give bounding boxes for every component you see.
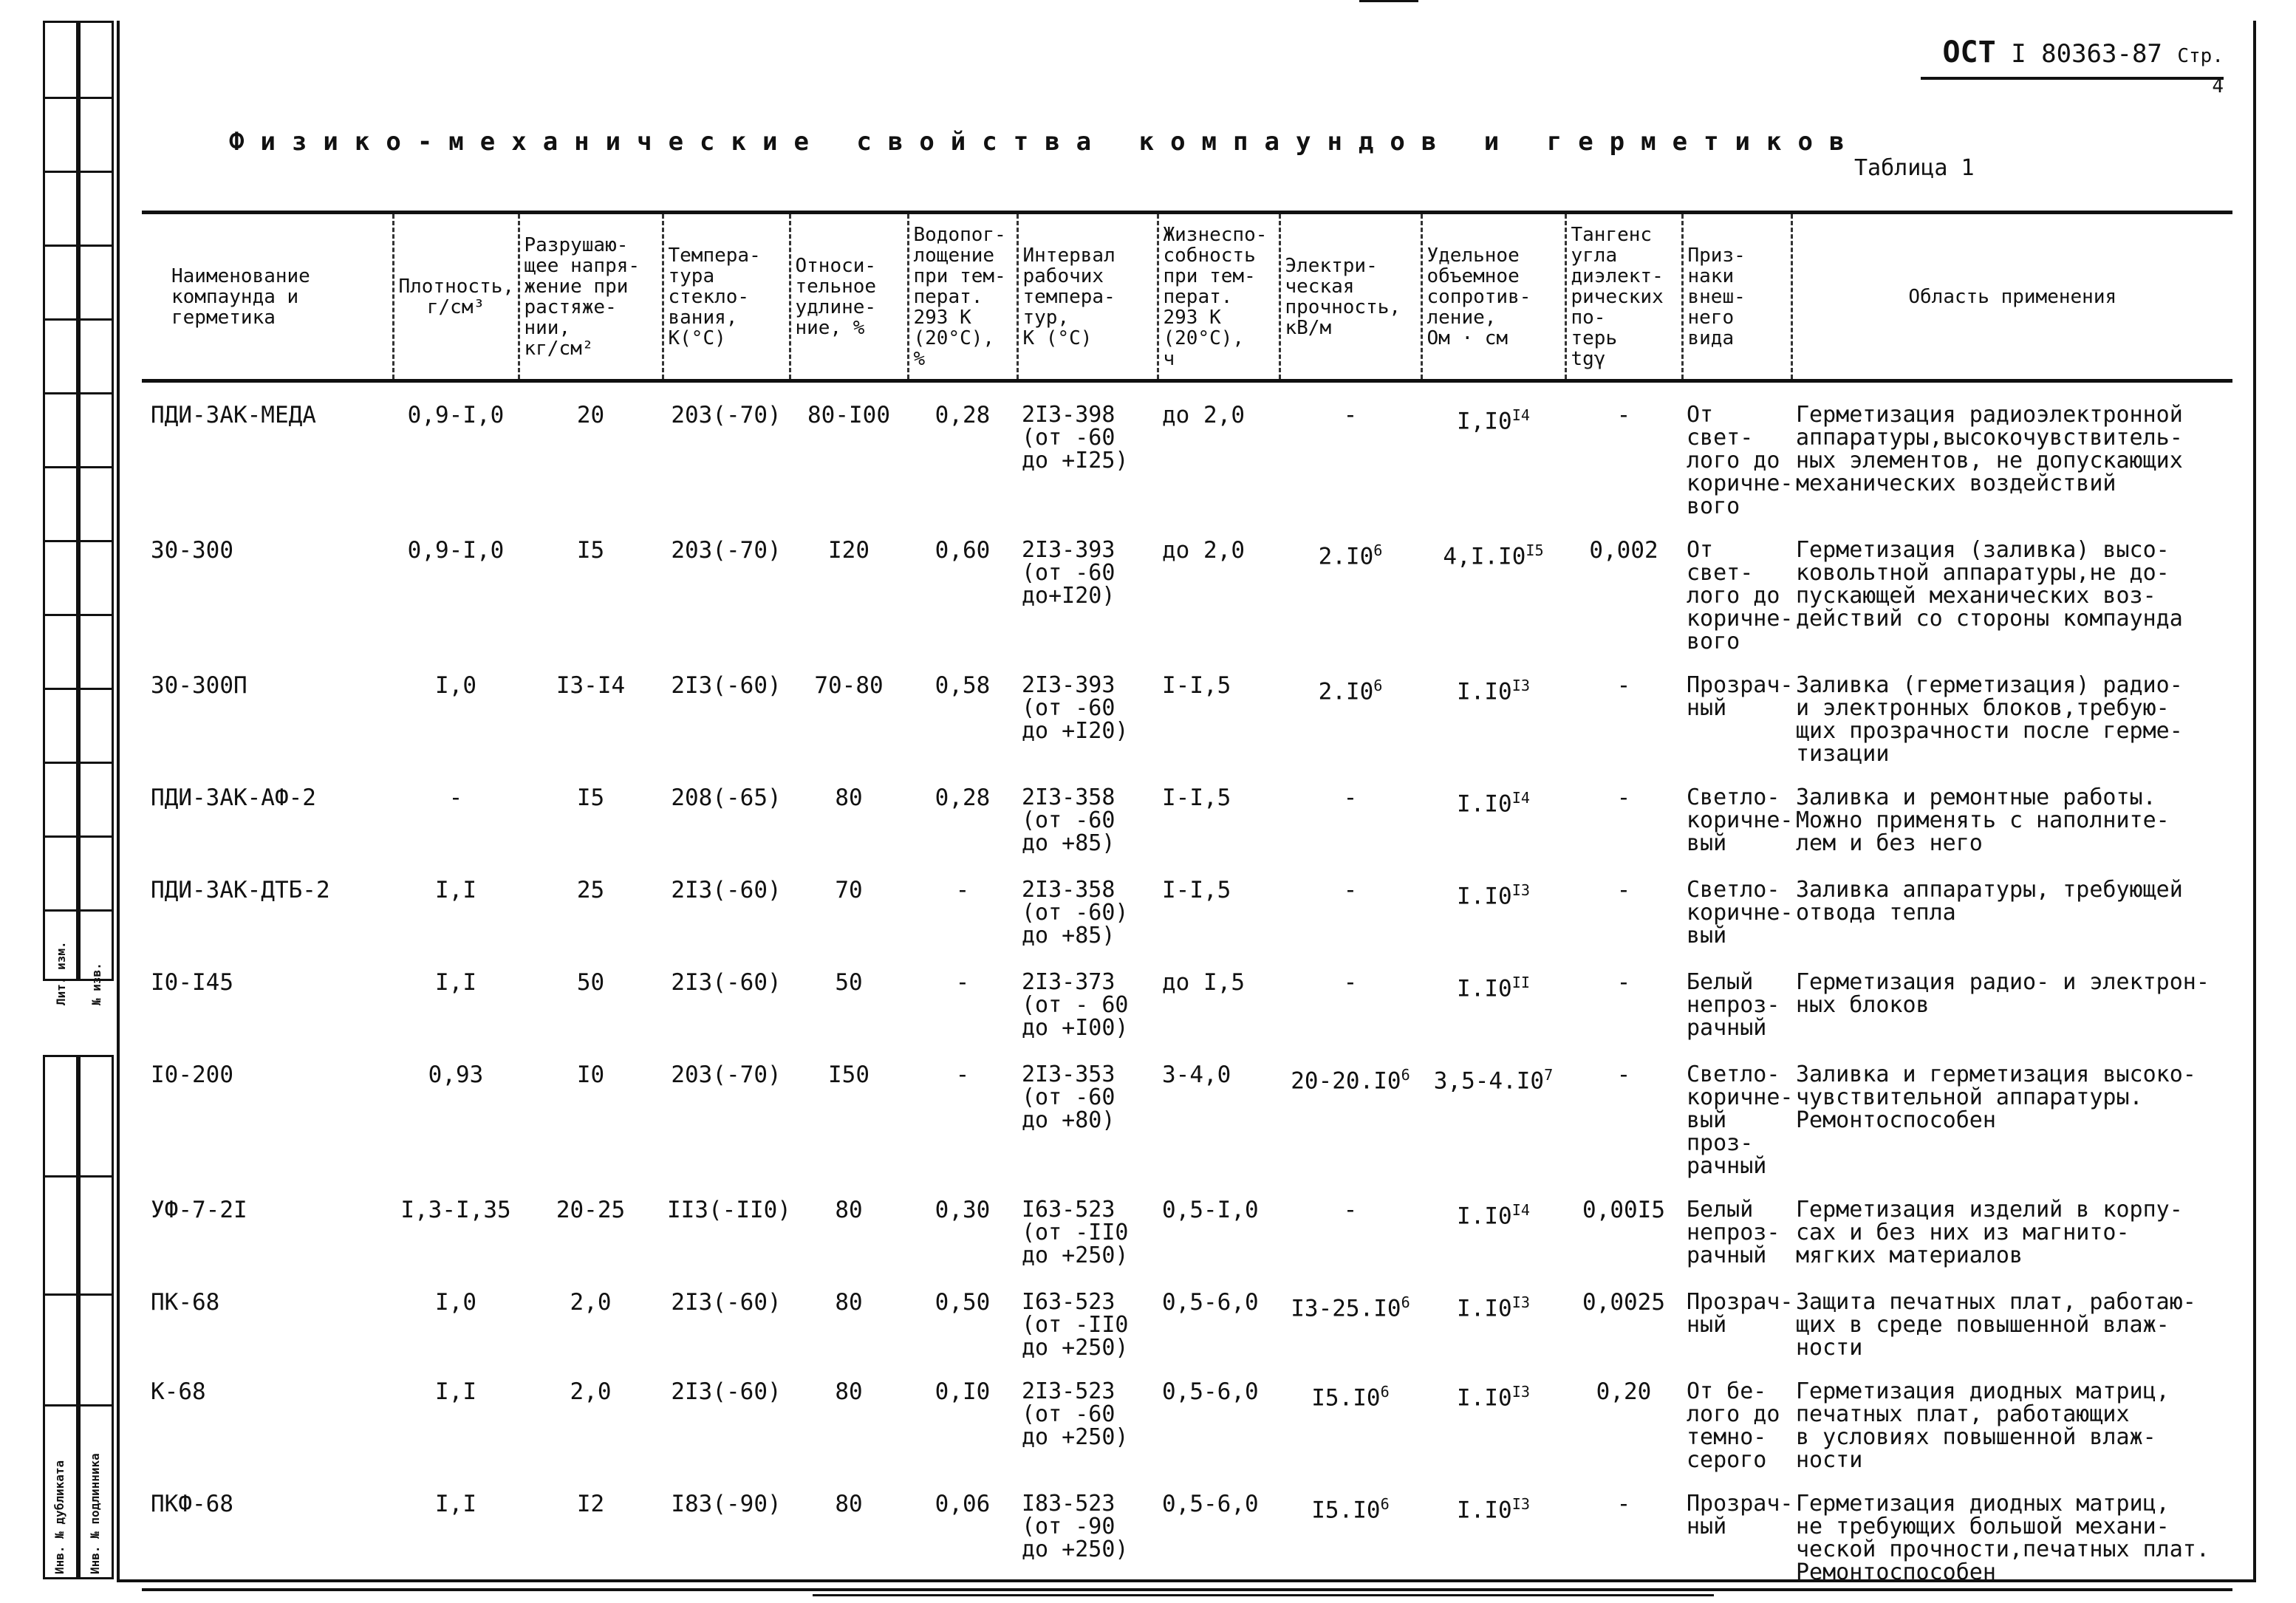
cell-electric: - bbox=[1343, 877, 1358, 903]
cell-resistivity-base: I.I0 bbox=[1457, 1203, 1512, 1230]
cell-electric-exponent: 6 bbox=[1401, 1066, 1410, 1084]
cell-tangent: - bbox=[1616, 877, 1631, 903]
cell-name: 30-300П bbox=[151, 672, 247, 699]
cell-water: 0,28 bbox=[935, 785, 991, 811]
cell-water: 0,50 bbox=[935, 1289, 991, 1316]
cell-tangent: 0,0025 bbox=[1582, 1289, 1665, 1316]
cell-elongation: 80 bbox=[835, 1289, 863, 1316]
cell-interval: I63-523 (от -II0 до +250) bbox=[1022, 1289, 1129, 1361]
top-edge-mark bbox=[1359, 0, 1418, 2]
cell-water: - bbox=[955, 969, 970, 996]
cell-tangent: - bbox=[1565, 1472, 1682, 1590]
cell-application: Заливка аппаратуры, требующей отвода тепла bbox=[1796, 877, 2183, 926]
cell-interval: 2I3-358 (от -60 до +85) bbox=[1022, 785, 1115, 856]
cell-density: I,I bbox=[435, 969, 476, 996]
revision-strip bbox=[43, 21, 117, 1579]
strip-label-dublikat: Инв. № дубликата bbox=[52, 1460, 66, 1574]
properties-table bbox=[142, 211, 2232, 1591]
cell-density: 0,9-I,0 bbox=[407, 537, 505, 564]
cell-resistivity-exponent: 7 bbox=[1544, 1066, 1554, 1084]
cell-name: ПК-68 bbox=[151, 1289, 220, 1316]
cell-life: 0,5-6,0 bbox=[1162, 1289, 1259, 1316]
cell-name: ПДИ-ЗАК-АФ-2 bbox=[151, 785, 316, 811]
cell-interval: I63-523 (от -II0 до +250) bbox=[1022, 1197, 1129, 1268]
col-header-elongation: Относи- тельное удлине- ние, % bbox=[790, 213, 908, 381]
cell-resistivity bbox=[1421, 858, 1565, 950]
cell-application: Герметизация изделий в корпу- сах и без них из магнито- мягких материалов bbox=[1796, 1197, 2183, 1268]
cell-name: УФ-7-2I bbox=[151, 1197, 247, 1223]
cell-interval: 2I3-353 (от -60 до +80) bbox=[1022, 1062, 1115, 1133]
cell-name: I0-I45 bbox=[151, 969, 233, 996]
cell-name: ПКФ-68 bbox=[142, 1472, 393, 1590]
table-row bbox=[142, 1042, 2232, 1178]
page-number: Стр. 4 bbox=[2177, 45, 2224, 98]
cell-glass-temp: II3(-II0) bbox=[667, 1197, 791, 1223]
cell-resistivity bbox=[1421, 1042, 1565, 1178]
strip-label-lit: Лит. изм. bbox=[54, 941, 68, 1005]
table-row bbox=[142, 858, 2232, 950]
cell-water: - bbox=[955, 877, 970, 903]
cell-resistivity bbox=[1421, 1472, 1565, 1590]
cell-water: 0,60 bbox=[935, 537, 991, 564]
strip-label-izv: № изв. bbox=[89, 963, 103, 1005]
cell-resistivity-base: 4,I.I0 bbox=[1443, 543, 1526, 570]
cell-appearance: Белый непроз- рачный bbox=[1687, 1197, 1780, 1268]
col-header-life: Жизнеспо- собность при тем- перат. 293 К (20°С), ч bbox=[1158, 213, 1279, 381]
cell-resistivity-exponent: I3 bbox=[1511, 881, 1530, 899]
cell-stress: 2,0 bbox=[570, 1289, 612, 1316]
col-header-interval: Интервал рабочих темпера- тур, К (°С) bbox=[1017, 213, 1158, 381]
cell-tangent: 0,002 bbox=[1589, 537, 1658, 564]
cell-tangent: 0,20 bbox=[1596, 1378, 1652, 1405]
doc-prefix: ОСТ bbox=[1942, 35, 1996, 69]
cell-stress: I5 bbox=[576, 785, 605, 811]
table-label: Таблица 1 bbox=[1854, 155, 1975, 181]
cell-interval: 2I3-523 (от -60 до +250) bbox=[1022, 1378, 1129, 1450]
cell-name: К-68 bbox=[151, 1378, 206, 1405]
col-header-electric: Электри- ческая прочность, кВ/м bbox=[1279, 213, 1421, 381]
cell-resistivity bbox=[1421, 765, 1565, 858]
cell-application: Герметизация диодных матриц, печатных плат, работающих в условиях повышенной влаж- ности bbox=[1796, 1378, 2170, 1473]
cell-elongation: 80 bbox=[790, 1472, 908, 1590]
cell-glass-temp: 2I3(-60) bbox=[671, 877, 782, 903]
cell-resistivity-base: I.I0 bbox=[1457, 1384, 1512, 1412]
cell-density: - bbox=[448, 785, 463, 811]
table-row bbox=[142, 1472, 2232, 1590]
cell-glass-temp: 203(-70) bbox=[671, 1062, 782, 1088]
cell-appearance: Светло- коричне- вый bbox=[1687, 785, 1794, 856]
table-row bbox=[142, 1270, 2232, 1359]
cell-resistivity-exponent: I4 bbox=[1511, 1201, 1530, 1219]
cell-resistivity bbox=[1421, 1270, 1565, 1359]
cell-resistivity-base: I,I0 bbox=[1457, 408, 1512, 435]
cell-resistivity-exponent: II bbox=[1511, 974, 1530, 991]
cell-application: Герметизация (заливка) высо- ковольтной аппаратуры,не до- пускающей механических воз- действий со стороны компаунда bbox=[1796, 537, 2183, 632]
cell-elongation: I20 bbox=[828, 537, 869, 564]
cell-glass-temp: 203(-70) bbox=[671, 537, 782, 564]
cell-resistivity-exponent: I3 bbox=[1511, 677, 1530, 694]
cell-interval: 2I3-398 (от -60 до +I25) bbox=[1022, 402, 1129, 474]
cell-elongation: 70-80 bbox=[814, 672, 884, 699]
cell-resistivity-exponent: I3 bbox=[1511, 1495, 1530, 1513]
cell-resistivity bbox=[1421, 950, 1565, 1042]
cell-glass-temp: 2I3(-60) bbox=[671, 1378, 782, 1405]
cell-life: до 2,0 bbox=[1162, 402, 1245, 428]
cell-resistivity bbox=[1421, 381, 1565, 519]
col-header-density: Плотность, г/см³ bbox=[393, 213, 519, 381]
strip-column-left-bottom bbox=[43, 1055, 78, 1579]
cell-density: 0,9-I,0 bbox=[407, 402, 505, 428]
strip-column-right bbox=[78, 21, 114, 1005]
col-header-glass-temp: Темпера- тура стекло- вания, К(°С) bbox=[663, 213, 790, 381]
cell-appearance: От свет- лого до коричне- вого bbox=[1687, 402, 1794, 519]
cell-application: Герметизация диодных матриц, не требующих большой механи- ческой прочности,печатных плат. Ремонтоспособен bbox=[1791, 1472, 2232, 1590]
cell-electric-base: 2.I0 bbox=[1318, 678, 1374, 705]
cell-application: Заливка (герметизация) радио- и электронных блоков,требую- щих прозрачности после герме- тизации bbox=[1796, 672, 2183, 767]
cell-resistivity-base: 3,5-4.I0 bbox=[1433, 1067, 1545, 1095]
cell-application: Защита печатных плат, работаю- щих в среде повышенной влаж- ности bbox=[1796, 1289, 2196, 1361]
cell-glass-temp: 203(-70) bbox=[671, 402, 782, 428]
cell-appearance: Прозрач- ный bbox=[1682, 1472, 1791, 1590]
cell-resistivity-exponent: I4 bbox=[1511, 789, 1530, 807]
cell-resistivity bbox=[1421, 518, 1565, 653]
cell-resistivity-base: I.I0 bbox=[1457, 975, 1512, 1002]
cell-application: Заливка и герметизация высоко- чувствительной аппаратуры. Ремонтоспособен bbox=[1796, 1062, 2196, 1133]
cell-name: ПДИ-ЗАК-МЕДА bbox=[151, 402, 316, 428]
cell-elongation: 70 bbox=[835, 877, 863, 903]
cell-electric-base: I5.I0 bbox=[1311, 1497, 1381, 1524]
cell-electric-exponent: 6 bbox=[1380, 1383, 1390, 1401]
col-header-name: Наименование компаунда и герметика bbox=[142, 213, 393, 381]
cell-resistivity-base: I.I0 bbox=[1457, 883, 1512, 910]
cell-glass-temp: 2I3(-60) bbox=[671, 672, 782, 699]
cell-stress: 2,0 bbox=[570, 1378, 612, 1405]
cell-life: 3-4,0 bbox=[1162, 1062, 1231, 1088]
cell-density: I,0 bbox=[435, 672, 476, 699]
cell-stress: 20 bbox=[576, 402, 605, 428]
cell-stress: 50 bbox=[576, 969, 605, 996]
cell-stress: I2 bbox=[519, 1472, 663, 1590]
cell-appearance: Светло- коричне- вый проз- рачный bbox=[1687, 1062, 1794, 1179]
cell-resistivity-exponent: I3 bbox=[1511, 1293, 1530, 1311]
cell-application: Герметизация радио- и электрон- ных блоков bbox=[1796, 969, 2210, 1018]
cell-name: I0-200 bbox=[151, 1062, 233, 1088]
table-row bbox=[142, 1178, 2232, 1270]
cell-stress: I3-I4 bbox=[556, 672, 626, 699]
table-header-row bbox=[142, 213, 2232, 381]
cell-glass-temp: I83(-90) bbox=[663, 1472, 790, 1590]
cell-water: 0,30 bbox=[935, 1197, 991, 1223]
cell-tangent: - bbox=[1616, 785, 1631, 811]
cell-electric: - bbox=[1343, 785, 1358, 811]
cell-resistivity-exponent: I5 bbox=[1525, 541, 1544, 559]
cell-elongation: 80 bbox=[835, 1378, 863, 1405]
cell-resistivity bbox=[1421, 653, 1565, 765]
cell-elongation: 80-I00 bbox=[807, 402, 890, 428]
cell-density: I,0 bbox=[435, 1289, 476, 1316]
cell-life: 0,5-6,0 bbox=[1158, 1472, 1279, 1590]
cell-electric bbox=[1279, 653, 1421, 765]
cell-resistivity-exponent: I3 bbox=[1511, 1383, 1530, 1401]
cell-electric-base: 2.I0 bbox=[1318, 543, 1374, 570]
cell-electric bbox=[1279, 1359, 1421, 1472]
cell-tangent: 0,00I5 bbox=[1582, 1197, 1665, 1223]
document-code bbox=[1921, 35, 2224, 98]
cell-resistivity-base: I.I0 bbox=[1457, 678, 1512, 705]
cell-stress: I0 bbox=[576, 1062, 605, 1088]
cell-application: Заливка и ремонтные работы. Можно применять с наполните- лем и без него bbox=[1796, 785, 2170, 856]
cell-electric-exponent: 6 bbox=[1373, 677, 1383, 694]
cell-appearance: От бе- лого до темно- серого bbox=[1687, 1378, 1780, 1473]
cell-density: I,3-I,35 bbox=[400, 1197, 511, 1223]
cell-interval: I83-523 (от -90 до +250) bbox=[1017, 1472, 1158, 1590]
cell-elongation: I50 bbox=[828, 1062, 869, 1088]
cell-appearance: Прозрач- ный bbox=[1687, 672, 1794, 721]
cell-life: до 2,0 bbox=[1162, 537, 1245, 564]
cell-glass-temp: 208(-65) bbox=[671, 785, 782, 811]
cell-interval: 2I3-373 (от - 60 до +I00) bbox=[1022, 969, 1129, 1041]
cell-appearance: Светло- коричне- вый bbox=[1687, 877, 1794, 949]
col-header-resistivity: Удельное объемное сопротив- ление, Ом · см bbox=[1421, 213, 1565, 381]
cell-life: до I,5 bbox=[1162, 969, 1245, 996]
col-header-stress: Разрушаю- щее напря- жение при растяже- нии, кг/см² bbox=[519, 213, 663, 381]
cell-stress: 20-25 bbox=[556, 1197, 626, 1223]
table-body bbox=[142, 381, 2232, 1590]
cell-life: 0,5-I,0 bbox=[1162, 1197, 1259, 1223]
bottom-rule bbox=[813, 1594, 1714, 1596]
table-row bbox=[142, 1359, 2232, 1472]
cell-electric-base: 20-20.I0 bbox=[1291, 1067, 1401, 1095]
cell-water: - bbox=[955, 1062, 970, 1088]
cell-electric bbox=[1279, 518, 1421, 653]
cell-electric-exponent: 6 bbox=[1380, 1495, 1390, 1513]
doc-number: I 80363-87 bbox=[2011, 39, 2162, 69]
cell-resistivity-base: I.I0 bbox=[1457, 790, 1512, 818]
cell-electric: - bbox=[1343, 402, 1358, 428]
cell-tangent: - bbox=[1616, 1062, 1631, 1088]
cell-water: 0,28 bbox=[935, 402, 991, 428]
cell-application: Герметизация радиоэлектронной аппаратуры,высокочувствитель- ных элементов, не допускающих механических воздействий bbox=[1796, 402, 2183, 496]
cell-interval: 2I3-358 (от -60) до +85) bbox=[1022, 877, 1129, 949]
col-header-tangent: Тангенс угла диэлект- рических по- терь tgγ bbox=[1565, 213, 1682, 381]
cell-density: 0,93 bbox=[428, 1062, 484, 1088]
cell-water: 0,06 bbox=[908, 1472, 1017, 1590]
cell-glass-temp: 2I3(-60) bbox=[671, 1289, 782, 1316]
cell-tangent: - bbox=[1616, 672, 1631, 699]
cell-glass-temp: 2I3(-60) bbox=[671, 969, 782, 996]
cell-resistivity bbox=[1421, 1178, 1565, 1270]
cell-electric bbox=[1279, 1042, 1421, 1178]
page-title: Физико-механические свойства компаундов и герметиков bbox=[229, 127, 1861, 157]
col-header-application: Область применения bbox=[1791, 213, 2232, 381]
cell-name: ПДИ-ЗАК-ДТБ-2 bbox=[151, 877, 330, 903]
cell-appearance: Прозрач- ный bbox=[1687, 1289, 1794, 1338]
cell-interval: 2I3-393 (от -60 до+I20) bbox=[1022, 537, 1115, 609]
cell-density: I,I bbox=[435, 877, 476, 903]
cell-tangent: - bbox=[1616, 402, 1631, 428]
table-row bbox=[142, 381, 2232, 519]
revision-strip-top bbox=[43, 21, 117, 1005]
strip-column-left bbox=[43, 21, 78, 1005]
cell-resistivity-exponent: I4 bbox=[1511, 406, 1530, 424]
cell-resistivity-base: I.I0 bbox=[1457, 1497, 1512, 1524]
cell-elongation: 80 bbox=[835, 785, 863, 811]
cell-electric bbox=[1279, 1270, 1421, 1359]
cell-electric bbox=[1279, 1472, 1421, 1590]
table-row bbox=[142, 653, 2232, 765]
cell-elongation: 50 bbox=[835, 969, 863, 996]
cell-tangent: - bbox=[1616, 969, 1631, 996]
cell-elongation: 80 bbox=[835, 1197, 863, 1223]
table-row bbox=[142, 518, 2232, 653]
cell-resistivity bbox=[1421, 1359, 1565, 1472]
cell-electric-base: I3-25.I0 bbox=[1291, 1295, 1401, 1322]
cell-electric-exponent: 6 bbox=[1401, 1293, 1410, 1311]
strip-column-right-bottom bbox=[78, 1055, 114, 1579]
cell-electric: - bbox=[1343, 969, 1358, 996]
cell-water: 0,I0 bbox=[935, 1378, 991, 1405]
cell-interval: 2I3-393 (от -60 до +I20) bbox=[1022, 672, 1129, 744]
cell-stress: I5 bbox=[576, 537, 605, 564]
table-row bbox=[142, 950, 2232, 1042]
cell-life: I-I,5 bbox=[1162, 877, 1231, 903]
cell-life: I-I,5 bbox=[1162, 785, 1231, 811]
cell-density: I,I bbox=[435, 1378, 476, 1405]
col-header-water: Водопог- лощение при тем- перат. 293 К (20°С), % bbox=[908, 213, 1017, 381]
cell-electric: - bbox=[1343, 1197, 1358, 1223]
cell-electric-base: I5.I0 bbox=[1311, 1384, 1381, 1412]
cell-electric-exponent: 6 bbox=[1373, 541, 1383, 559]
cell-density: I,I bbox=[393, 1472, 519, 1590]
cell-resistivity-base: I.I0 bbox=[1457, 1295, 1512, 1322]
col-header-appearance: Приз- наки внеш- него вида bbox=[1682, 213, 1791, 381]
cell-stress: 25 bbox=[576, 877, 605, 903]
cell-name: 30-300 bbox=[151, 537, 233, 564]
cell-water: 0,58 bbox=[935, 672, 991, 699]
cell-life: I-I,5 bbox=[1162, 672, 1231, 699]
cell-appearance: Белый непроз- рачный bbox=[1687, 969, 1780, 1041]
cell-appearance: От свет- лого до коричне- вого bbox=[1687, 537, 1794, 654]
table-row bbox=[142, 765, 2232, 858]
revision-strip-bottom bbox=[43, 1055, 117, 1579]
cell-life: 0,5-6,0 bbox=[1162, 1378, 1259, 1405]
strip-label-podlinnik: Инв. № подлинника bbox=[88, 1453, 102, 1574]
